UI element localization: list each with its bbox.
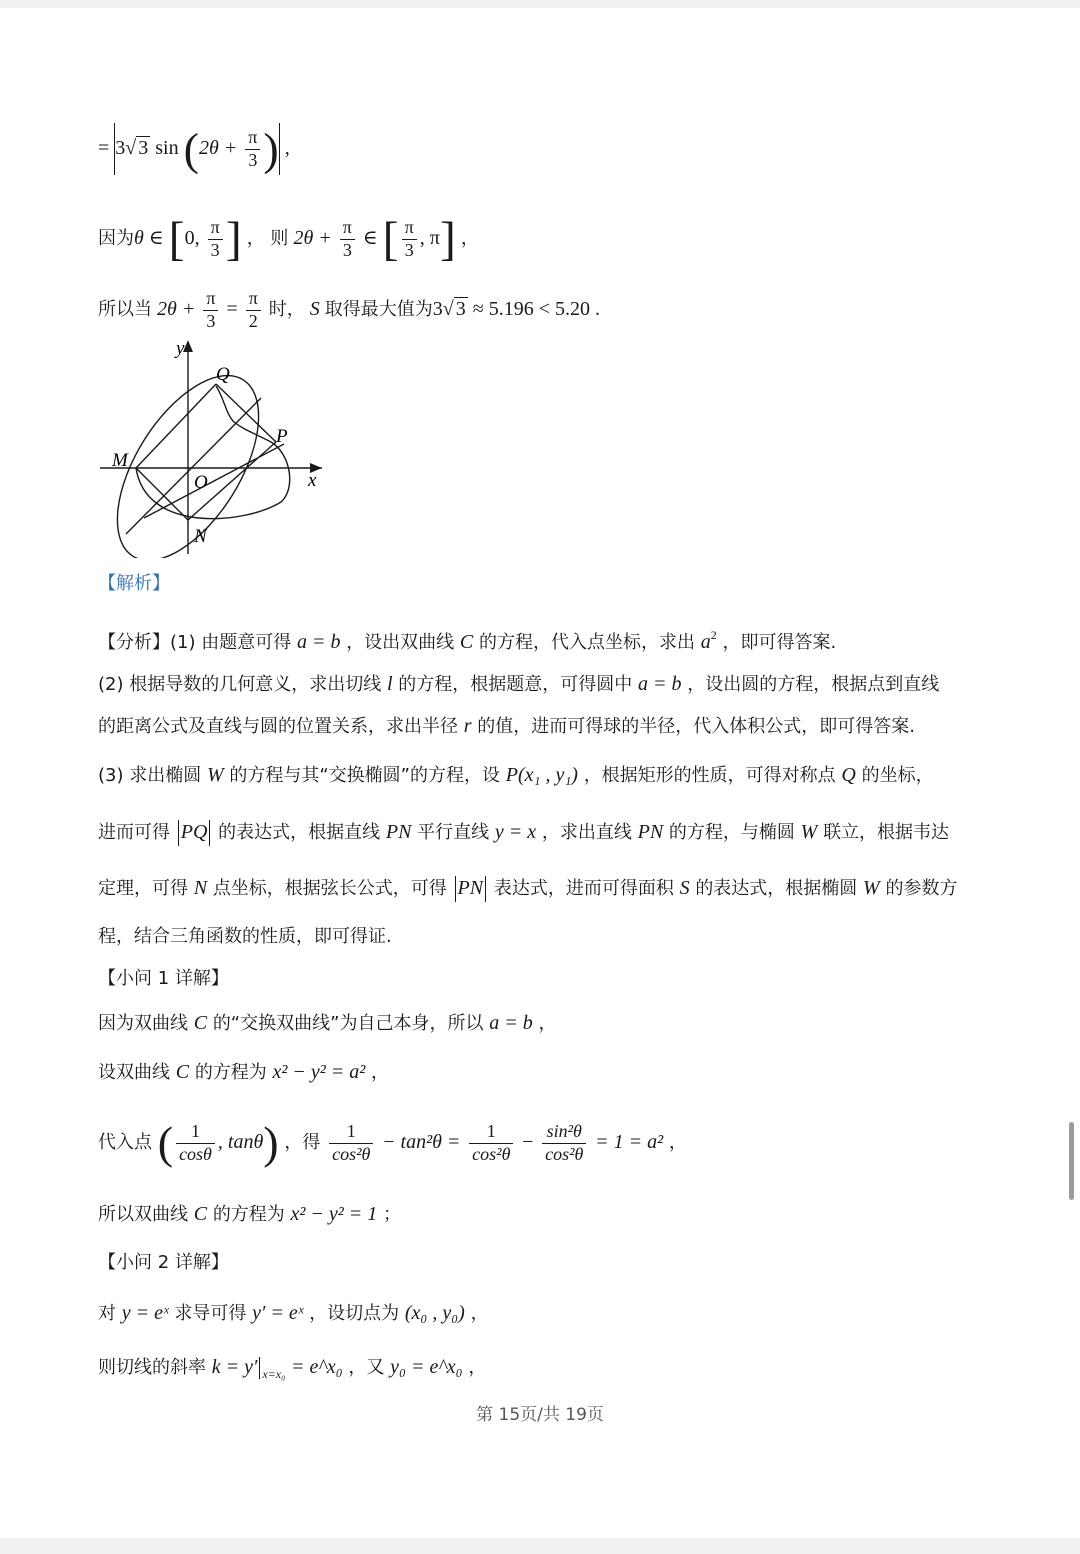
q1-line4: 所以双曲线 C 的方程为 x² − y² = 1 ； — [98, 1203, 402, 1225]
q1-line1: 因为双曲线 C 的“交换双曲线”为自己本身，所以 a = b ， — [98, 1012, 557, 1034]
analysis-p3-line3: 定理，可得 N 点坐标，根据弦长公式，可得 PN 表达式，进而可得面积 S 的表达式，根据椭圆 W 的参数方 — [98, 873, 990, 904]
analysis-p3-line2: 进而可得 PQ 的表达式，根据直线 PN 平行直线 y = x ，求出直线 PN 的方程，与椭圆 W 联立，根据韦达 — [98, 817, 990, 848]
analysis-p3-line1: (3) 求出椭圆 W 的方程与其“交换椭圆”的方程，设 P(x₁ , y₁) ，根据矩形的性质，可得对称点 Q 的坐标， — [98, 764, 934, 786]
ellipse-figure — [96, 334, 328, 558]
line-diag-1 — [126, 398, 261, 534]
analysis-p1: 【分析】(1) 由题意可得 a = b ，设出双曲线 C 的方程，代入点坐标，求出 $a^2$ ，即可得答案. — [98, 628, 837, 653]
label-Q: Q — [216, 364, 230, 385]
label-x: x — [308, 470, 317, 491]
label-O: O — [194, 472, 208, 493]
q2-line2: 则切线的斜率 k = y′ $_{x=x_0}$ = e^x₀ ，又 y₀ = e^x₀ ， — [98, 1356, 487, 1381]
q1-line2: 设双曲线 C 的方程为 x² − y² = a² ， — [98, 1061, 390, 1083]
analysis-p2-line2: 的距离公式及直线与圆的位置关系，求出半径 r 的值，进而可得球的半径，代入体积公式，即可得答案. — [98, 715, 915, 737]
analysis-p2-line1: (2) 根据导数的几何意义，求出切线 l 的方程，根据题意，可得圆中 a = b ，设出圆的方程，根据点到直线 — [98, 673, 940, 695]
label-y: y — [176, 338, 185, 359]
q1-line3: 代入点 ( $\frac{1}{\cos\theta}$ , tanθ) ，得 $\frac{1}{\text{cos²θ}}$ − tan²θ = $\frac{1}{\text{cos²θ}}$ − $\frac{\text{sin²θ}}{\text{cos²θ}}$ = 1 = a² ， — [98, 1117, 687, 1168]
equation-max-S: 所以当 2θ + $\frac{\pi}{3}$ = $\frac{\pi}{2}$ 时， S 取得最大值为3√ 3 ≈ 5.196 < 5.20 . — [98, 288, 601, 331]
analysis-p3-line4: 程，结合三角函数的性质，即可得证. — [98, 926, 392, 947]
label-N: N — [194, 526, 207, 547]
scrollbar-thumb[interactable] — [1069, 1122, 1074, 1200]
page-footer: 第 15页/共 19页 — [476, 1405, 604, 1425]
label-P: P — [276, 426, 288, 447]
section-jiexi: 【解析】 — [98, 573, 170, 594]
q2-title: 【小问 2 详解】 — [98, 1252, 229, 1273]
line-diag-2 — [144, 444, 284, 518]
label-M: M — [112, 450, 128, 471]
equation-abs-sin: = 3√ 3 sin (2θ + $\frac{\pi}{3}$ ) , — [98, 123, 290, 175]
q2-line1: 对 y = eˣ 求导可得 y′ = eˣ ，设切点为 (x₀ , y₀) ， — [98, 1302, 489, 1324]
equation-theta-range: 因为θ ∈ [0, $\frac{\pi}{3}$ ] ， 则 2θ + $\frac{\pi}{3}$ ∈ [ $\frac{\pi}{3}$ , π] ， — [98, 212, 479, 266]
q1-title: 【小问 1 详解】 — [98, 968, 229, 989]
line-MN — [136, 468, 188, 520]
